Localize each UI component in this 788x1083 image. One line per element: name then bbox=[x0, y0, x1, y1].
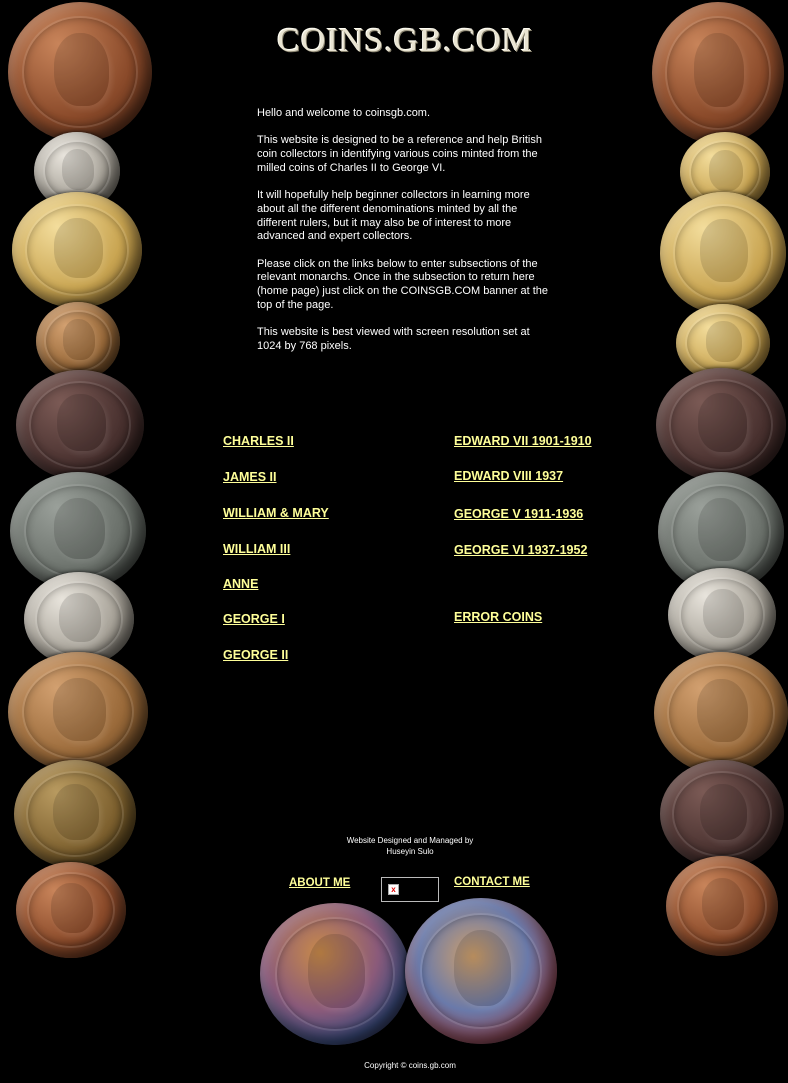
coin-image-george-v-penny-obverse bbox=[260, 903, 410, 1045]
nav-link-george-ii[interactable]: GEORGE II bbox=[223, 648, 289, 662]
site-banner[interactable]: COINS.GB.COM bbox=[277, 22, 533, 59]
welcome-paragraph-2: This website is designed to be a reference and help British coin collectors in identifying various coins minted from the milled coins of Charles II to George VI. bbox=[257, 134, 542, 174]
welcome-text bbox=[257, 107, 557, 367]
nav-link-edward-viii[interactable]: EDWARD VIII 1937 bbox=[454, 469, 564, 483]
coin-image-victoria-sovereign bbox=[12, 192, 142, 308]
nav-link-george-i[interactable]: GEORGE I bbox=[223, 612, 285, 626]
coin-image-britannia-bronze bbox=[654, 652, 788, 774]
credit-line-2: Huseyin Sulo bbox=[386, 847, 434, 856]
coin-image-edward-vii-portrait bbox=[8, 652, 148, 772]
nav-link-error-coins[interactable]: ERROR COINS bbox=[454, 610, 543, 624]
broken-image-box bbox=[381, 877, 439, 902]
nav-link-george-vi[interactable]: GEORGE VI 1937-1952 bbox=[454, 543, 588, 557]
welcome-paragraph-1: Hello and welcome to coinsgb.com. bbox=[257, 107, 431, 119]
coin-image-george-halfpenny-left bbox=[16, 862, 126, 958]
nav-link-charles-ii[interactable]: CHARLES II bbox=[223, 434, 294, 448]
contact-me-link[interactable]: CONTACT ME bbox=[454, 876, 530, 888]
coin-image-britannia-olive bbox=[14, 760, 136, 868]
nav-link-james-ii[interactable]: JAMES II bbox=[223, 470, 277, 484]
coin-image-victoria-farthing bbox=[8, 2, 152, 142]
designer-credit bbox=[330, 835, 490, 857]
nav-link-anne[interactable]: ANNE bbox=[223, 577, 259, 591]
welcome-paragraph-3: It will hopefully help beginner collectors in learning more about all the different denominations minted by all the different rulers, but it may also be of interest to more advanced and expert collectors. bbox=[257, 189, 530, 243]
coin-image-third-farthing-bronze bbox=[36, 302, 120, 380]
copyright-text: Copyright © coins.gb.com bbox=[364, 1061, 456, 1070]
coin-image-george-ii-dark bbox=[660, 760, 784, 868]
welcome-paragraph-5: This website is best viewed with screen resolution set at 1024 by 768 pixels. bbox=[257, 326, 530, 352]
coin-image-portrait-grey bbox=[668, 568, 776, 662]
coin-image-shield-sovereign bbox=[660, 192, 786, 314]
coin-image-george-portrait-dark bbox=[656, 368, 786, 482]
welcome-paragraph-4: Please click on the links below to enter subsections of the relevant monarchs. Once in the subsection to return here (home page) just click on the COINSGB.COM banner at the top of the page. bbox=[257, 257, 549, 311]
coin-image-britannia-dark bbox=[16, 370, 144, 480]
broken-image-icon: x bbox=[388, 884, 399, 895]
nav-link-william-iii[interactable]: WILLIAM III bbox=[223, 542, 291, 556]
nav-link-william-mary[interactable]: WILLIAM & MARY bbox=[223, 506, 329, 520]
coin-image-britannia-penny-reverse bbox=[405, 898, 557, 1044]
coin-image-britannia-halfpenny bbox=[666, 856, 778, 956]
coin-image-britannia-penny bbox=[652, 2, 784, 144]
nav-link-george-v[interactable]: GEORGE V 1911-1936 bbox=[454, 507, 584, 521]
about-me-link[interactable]: ABOUT ME bbox=[289, 877, 351, 889]
credit-line-1: Website Designed and Managed by bbox=[346, 836, 474, 845]
nav-link-edward-vii[interactable]: EDWARD VII 1901-1910 bbox=[454, 434, 592, 448]
